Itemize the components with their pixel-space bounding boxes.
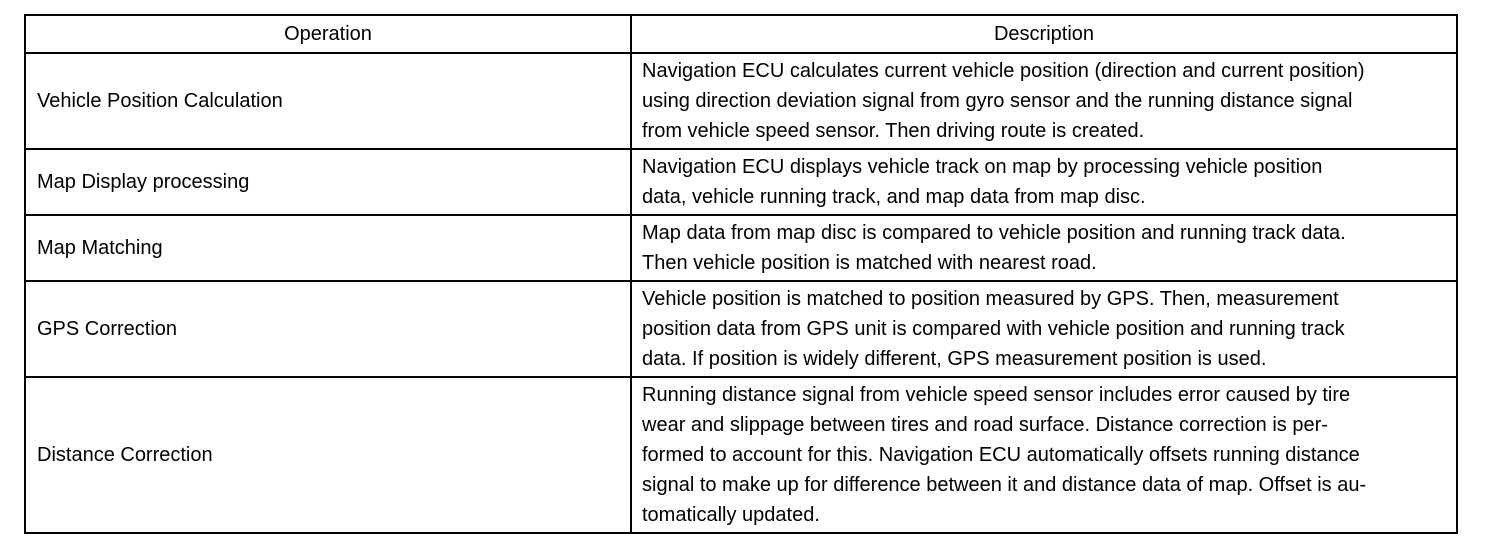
description-line: Map data from map disc is compared to vehicle position and running track data. — [642, 222, 1346, 244]
operation-cell: Vehicle Position Calculation — [25, 53, 631, 149]
description-line: tomatically updated. — [642, 504, 820, 526]
header-description: Description — [631, 15, 1457, 53]
description-line: Navigation ECU calculates current vehicle position (direction and current position) — [642, 60, 1365, 82]
description-line: wear and slippage between tires and road surface. Distance correction is per- — [642, 414, 1328, 436]
table-row — [25, 281, 1457, 377]
operation-cell: Map Matching — [25, 215, 631, 281]
description-line: Vehicle position is matched to position measured by GPS. Then, measurement — [642, 288, 1339, 310]
header-row — [25, 15, 1457, 53]
description-line: data, vehicle running track, and map data from map disc. — [642, 186, 1146, 208]
description-cell — [631, 377, 1457, 533]
operation-cell: Distance Correction — [25, 377, 631, 533]
description-line: signal to make up for difference between it and distance data of map. Offset is au- — [642, 474, 1367, 496]
description-cell — [631, 281, 1457, 377]
description-line: using direction deviation signal from gyro sensor and the running distance signal — [642, 90, 1353, 112]
description-line: data. If position is widely different, GPS measurement position is used. — [642, 348, 1267, 370]
table-row — [25, 215, 1457, 281]
description-line: position data from GPS unit is compared with vehicle position and running track — [642, 318, 1345, 340]
description-cell — [631, 53, 1457, 149]
description-cell — [631, 215, 1457, 281]
description-line: Running distance signal from vehicle speed sensor includes error caused by tire — [642, 384, 1351, 406]
table-row — [25, 53, 1457, 149]
header-operation: Operation — [25, 15, 631, 53]
operation-cell: Map Display processing — [25, 149, 631, 215]
table-row — [25, 149, 1457, 215]
description-line: formed to account for this. Navigation ECU automatically offsets running distance — [642, 444, 1360, 466]
description-line: Navigation ECU displays vehicle track on map by processing vehicle position — [642, 156, 1323, 178]
table-row — [25, 377, 1457, 533]
operations-table — [24, 14, 1458, 534]
description-line: Then vehicle position is matched with nearest road. — [642, 252, 1097, 274]
operation-cell: GPS Correction — [25, 281, 631, 377]
description-line: from vehicle speed sensor. Then driving route is created. — [642, 120, 1145, 142]
description-cell — [631, 149, 1457, 215]
